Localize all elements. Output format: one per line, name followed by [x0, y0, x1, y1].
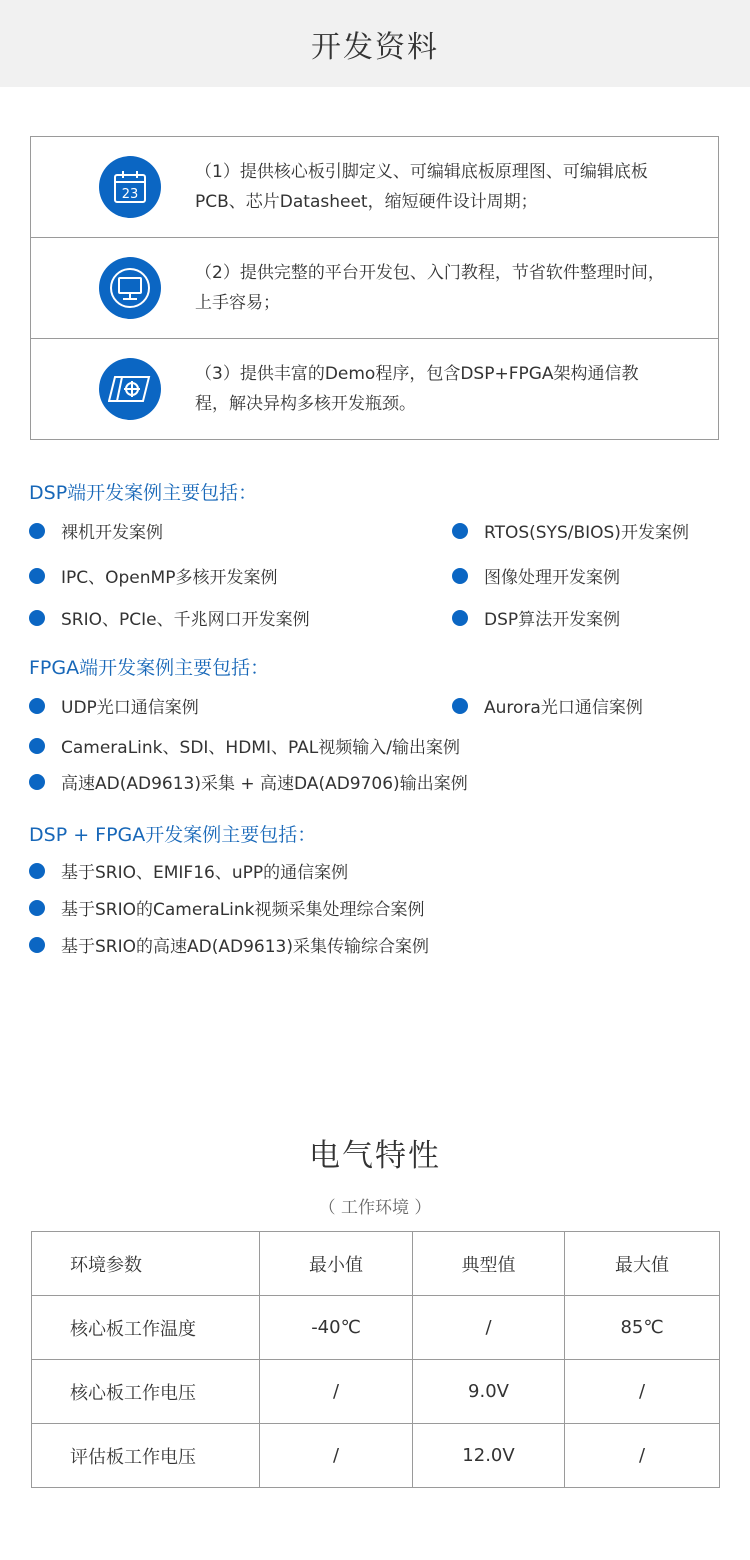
- bullet-icon: [452, 610, 468, 626]
- table-cell: 12.0V: [413, 1424, 565, 1488]
- table-cell: /: [565, 1360, 720, 1424]
- list-item: 高速AD(AD9613)采集 + 高速DA(AD9706)输出案例: [29, 771, 468, 797]
- bullet-icon: [29, 774, 45, 790]
- list-item: CameraLink、SDI、HDMI、PAL视频输入/输出案例: [29, 735, 460, 761]
- combo-section-title: DSP + FPGA开发案例主要包括：: [29, 824, 317, 846]
- list-item: 基于SRIO、EMIF16、uPP的通信案例: [29, 860, 348, 886]
- fpga-section: [29, 653, 729, 803]
- table-cell: /: [413, 1296, 565, 1360]
- electrical-subtitle: （ 工作环境 ）: [318, 1198, 432, 1218]
- page-header: [0, 0, 750, 87]
- list-item: 基于SRIO的CameraLink视频采集处理综合案例: [29, 897, 425, 923]
- bullet-icon: [29, 900, 45, 916]
- table-cell: 评估板工作电压: [32, 1424, 260, 1488]
- table-cell: /: [260, 1424, 413, 1488]
- feature-text: （2）提供完整的平台开发包、入门教程，节省软件整理时间，上手容易；: [195, 263, 665, 313]
- list-item: SRIO、PCIe、千兆网口开发案例: [29, 607, 310, 633]
- table-header-cell: 典型值: [413, 1232, 565, 1296]
- combo-section: [29, 820, 729, 970]
- list-item: RTOS(SYS/BIOS)开发案例: [452, 520, 689, 546]
- calendar-icon-number: 23: [121, 187, 139, 202]
- list-item: 裸机开发案例: [29, 520, 163, 546]
- feature-row: [31, 137, 718, 238]
- fpga-section-title: FPGA端开发案例主要包括：: [29, 657, 270, 679]
- bullet-icon: [29, 937, 45, 953]
- table-row: [32, 1360, 720, 1424]
- table-row: [32, 1424, 720, 1488]
- table-cell: 核心板工作温度: [32, 1296, 260, 1360]
- calendar-icon: [99, 156, 161, 218]
- table-cell: 9.0V: [413, 1360, 565, 1424]
- monitor-icon: [99, 257, 161, 319]
- bullet-icon: [452, 523, 468, 539]
- table-header-cell: 最大值: [565, 1232, 720, 1296]
- list-item: IPC、OpenMP多核开发案例: [29, 565, 277, 591]
- table-cell: 核心板工作电压: [32, 1360, 260, 1424]
- dsp-section-title: DSP端开发案例主要包括：: [29, 482, 258, 504]
- feature-text: （1）提供核心板引脚定义、可编辑底板原理图、可编辑底板PCB、芯片Datasheet，缩短硬件设计周期；: [195, 162, 648, 212]
- table-cell: /: [565, 1424, 720, 1488]
- bullet-icon: [29, 738, 45, 754]
- table-cell: 85℃: [565, 1296, 720, 1360]
- bullet-icon: [452, 568, 468, 584]
- feature-row: [31, 339, 718, 439]
- feature-row: [31, 238, 718, 339]
- feature-list: [30, 136, 719, 440]
- spec-table: [31, 1231, 720, 1488]
- list-item: DSP算法开发案例: [452, 607, 620, 633]
- list-item: 图像处理开发案例: [452, 565, 620, 591]
- list-item: 基于SRIO的高速AD(AD9613)采集传输综合案例: [29, 934, 429, 960]
- table-header-cell: 环境参数: [32, 1232, 260, 1296]
- bullet-icon: [29, 568, 45, 584]
- bullet-icon: [29, 610, 45, 626]
- feature-text: （3）提供丰富的Demo程序，包含DSP+FPGA架构通信教程，解决异构多核开发瓶颈。: [195, 364, 639, 414]
- table-cell: /: [260, 1360, 413, 1424]
- page-title: 开发资料: [311, 29, 439, 65]
- table-row: [32, 1296, 720, 1360]
- bullet-icon: [29, 698, 45, 714]
- bullet-icon: [29, 863, 45, 879]
- table-header-row: [32, 1232, 720, 1296]
- bullet-icon: [29, 523, 45, 539]
- electrical-title: 电气特性: [309, 1138, 441, 1174]
- list-item: Aurora光口通信案例: [452, 695, 643, 721]
- bullet-icon: [452, 698, 468, 714]
- list-item: UDP光口通信案例: [29, 695, 199, 721]
- dsp-section: [29, 478, 729, 638]
- table-header-cell: 最小值: [260, 1232, 413, 1296]
- board-icon: [99, 358, 161, 420]
- table-cell: -40℃: [260, 1296, 413, 1360]
